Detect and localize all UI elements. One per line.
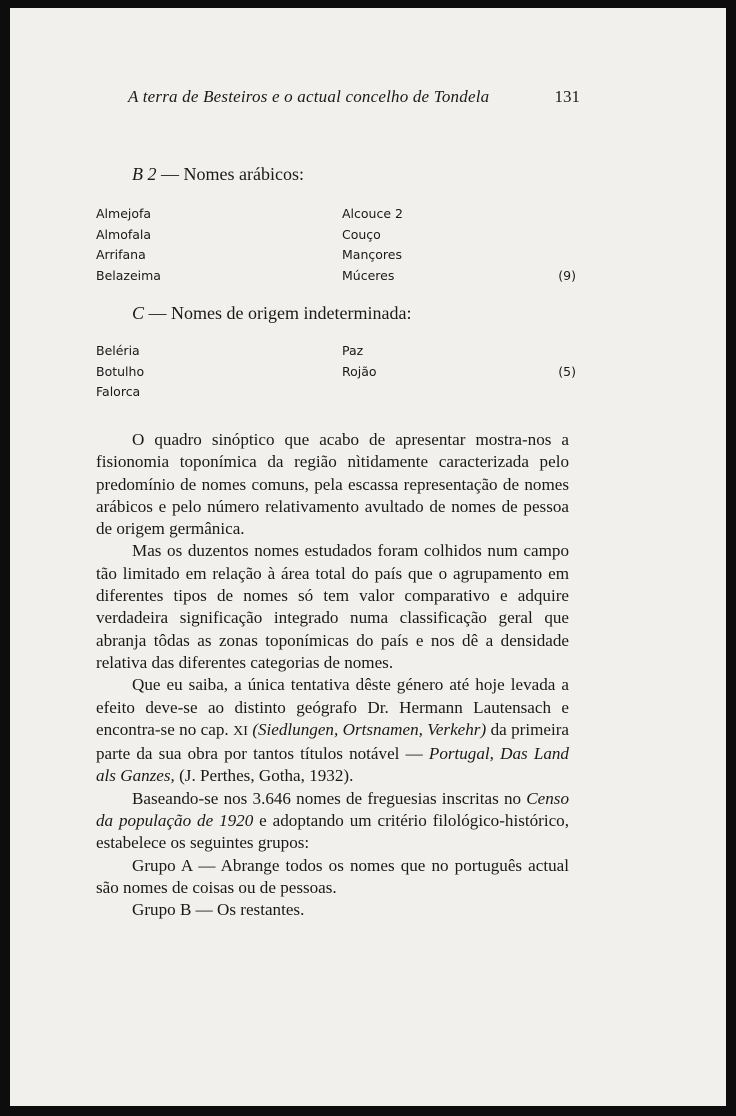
list-count: (5) [558, 363, 576, 379]
text-run: da primeira parte da sua obra por tantos títulos notável — [96, 719, 570, 764]
list-item: Botulho [96, 363, 145, 379]
section-b2-title: — Nomes arábicos: [156, 164, 304, 184]
text-run: Que eu saiba, a única tentativa dêste género até hoje levada a efeito deve-se ao distinto geógrafo Dr. Hermann Lautensach e encontra-se no cap. [96, 675, 569, 739]
list-row [96, 382, 576, 403]
paragraph [96, 674, 569, 787]
italic-run: (Siedlungen, Ortsnamen, Verkehr) [252, 719, 487, 739]
list-item: Belazeima [96, 267, 161, 283]
paragraph [96, 540, 569, 674]
paragraph [96, 788, 569, 855]
list-row [96, 245, 576, 266]
list-item: Almofala [96, 226, 152, 242]
list-row [96, 362, 576, 383]
list-item: Paz [342, 343, 364, 358]
paragraph: Grupo B — Os restantes. [132, 900, 305, 920]
section-c-heading [132, 303, 411, 324]
section-c-list [96, 341, 576, 403]
list-item: Mançores [342, 247, 402, 262]
section-b2-list [96, 204, 576, 286]
list-item: Alcouce 2 [342, 206, 403, 221]
italic-run: Censo da população de 1920 [96, 788, 569, 831]
running-header [128, 87, 580, 111]
list-row [96, 341, 576, 362]
section-c-letter: C [132, 303, 145, 323]
text-run: Mas os duzentos nomes estudados foram colhidos num campo tão limitado em relação à área total do país que o agrupamento em diferentes tipos de nomes só tem valor comparativo e adquire verdadeira significação integrado numa classificação geral que abranja tôdas as zonas toponímicas do país e nos dê a densidade relativa das diferentes categorias de nomes. [96, 541, 569, 672]
list-item: Múceres [342, 267, 395, 283]
text-run: Baseando-se nos 3.646 nomes de freguesias inscritas no [132, 788, 522, 808]
list-row [96, 225, 576, 246]
section-c-title: — Nomes de origem indeterminada: [144, 303, 412, 323]
list-item: Almejofa [96, 206, 152, 221]
book-page [10, 8, 726, 1106]
list-row [96, 204, 576, 225]
header-title: A terra de Besteiros e o actual concelho de Tondela [128, 87, 490, 106]
list-item: Arrifana [96, 247, 146, 262]
list-row [96, 266, 576, 287]
text-run: (J. Perthes, Gotha, 1932). [179, 766, 354, 786]
list-count: (9) [558, 267, 576, 283]
list-item: Rojão [342, 363, 377, 379]
page-number: 131 [554, 87, 580, 106]
text-run: e adoptando um critério filológico-histórico, estabelece os seguintes grupos: [96, 811, 569, 853]
list-item: Falorca [96, 384, 141, 399]
text-run: XI [233, 723, 248, 739]
section-b2-heading [132, 164, 304, 185]
list-item: Beléria [96, 343, 140, 358]
section-b2-letter: B 2 [132, 164, 157, 184]
list-item: Couço [342, 226, 381, 242]
paragraph: O quadro sinóptico que acabo de apresentar mostra-nos a fisionomia toponímica da região nìtidamente caracterizada pelo predomínio de nomes comuns, pela escassa representação de nomes arábicos e pelo número relativamento avultado de nomes de pessoa de origem germânica. [96, 430, 569, 539]
paragraph: Grupo A — Abrange todos os nomes que no português actual são nomes de coisas ou de pessoas. [96, 855, 569, 897]
body-text [96, 429, 569, 922]
italic-run: Portugal, Das Land als Ganzes, [96, 744, 569, 786]
